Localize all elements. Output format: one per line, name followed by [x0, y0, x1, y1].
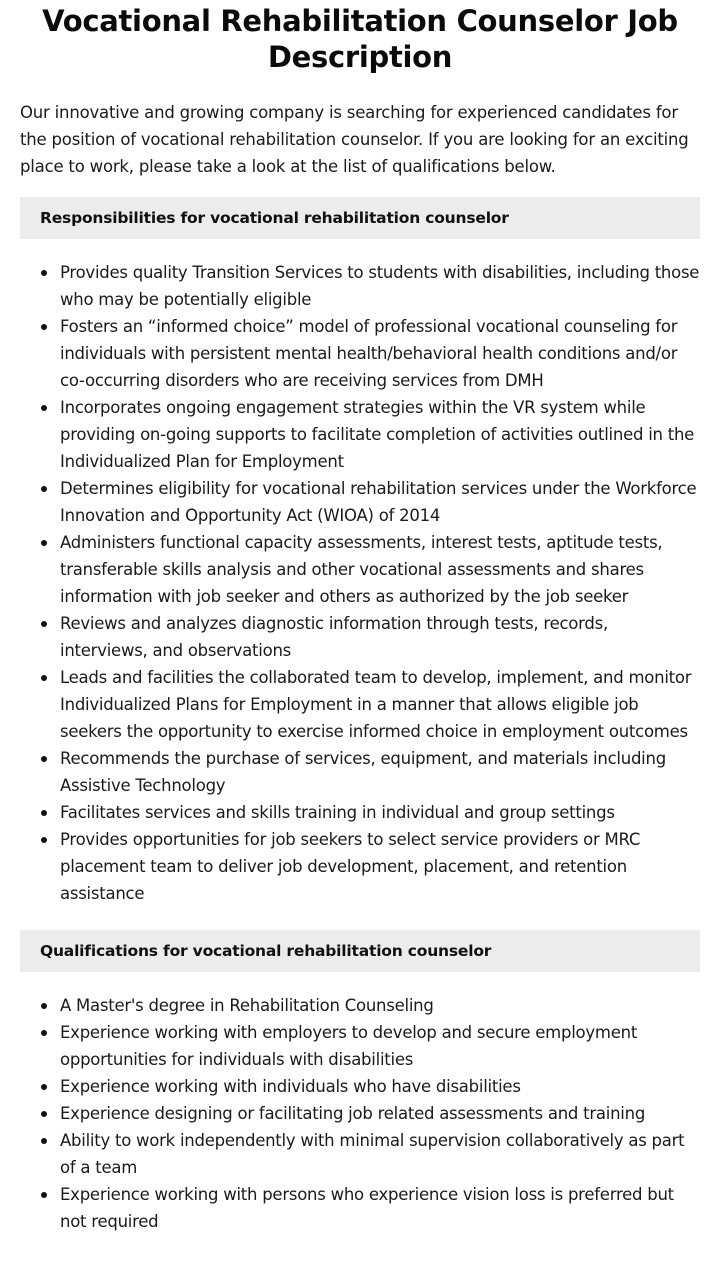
bullet-icon: [41, 837, 47, 843]
list-item: [20, 313, 700, 394]
list-item: [20, 799, 700, 826]
responsibilities-list: [20, 259, 700, 907]
list-item: [20, 1181, 700, 1235]
bullet-icon: [41, 1003, 47, 1009]
list-item: [20, 475, 700, 529]
bullet-icon: [41, 270, 47, 276]
list-item: [20, 1127, 700, 1181]
bullet-icon: [41, 1084, 47, 1090]
bullet-icon: [41, 405, 47, 411]
list-item: [20, 394, 700, 475]
bullet-icon: [41, 1030, 47, 1036]
list-item-text: Provides quality Transition Services to students with disabilities, including those who may be potentially eligible: [60, 263, 700, 309]
list-item: [20, 745, 700, 799]
list-item-text: Experience working with persons who experience vision loss is preferred but not required: [60, 1185, 674, 1231]
bullet-icon: [41, 1138, 47, 1144]
list-item: [20, 992, 700, 1019]
bullet-icon: [41, 675, 47, 681]
list-item-text: Administers functional capacity assessments, interest tests, aptitude tests, transferable skills analysis and other vocational assessments and shares information with job seeker and others as authorized by the job seeker: [60, 533, 663, 606]
qualifications-heading: Qualifications for vocational rehabilitation counselor: [40, 942, 492, 960]
list-item-text: Fosters an “informed choice” model of professional vocational counseling for individuals with persistent mental health/behavioral health conditions and/or co-occurring disorders who are receiving services from DMH: [60, 317, 678, 390]
bullet-icon: [41, 540, 47, 546]
list-item-text: Reviews and analyzes diagnostic information through tests, records, interviews, and observations: [60, 614, 608, 660]
list-item-text: A Master's degree in Rehabilitation Counseling: [60, 996, 434, 1015]
list-item-text: Recommends the purchase of services, equipment, and materials including Assistive Technology: [60, 749, 666, 795]
list-item-text: Experience designing or facilitating job related assessments and training: [60, 1104, 646, 1123]
list-item-text: Determines eligibility for vocational rehabilitation services under the Workforce Innovation and Opportunity Act (WIOA) of 2014: [60, 479, 697, 525]
list-item: [20, 826, 700, 907]
list-item-text: Experience working with employers to develop and secure employment opportunities for individuals with disabilities: [60, 1023, 638, 1069]
bullet-icon: [41, 756, 47, 762]
list-item: [20, 529, 700, 610]
bullet-icon: [41, 1192, 47, 1198]
bullet-icon: [41, 324, 47, 330]
page-title: Vocational Rehabilitation Counselor Job Description: [42, 4, 678, 74]
responsibilities-header: [20, 197, 700, 239]
list-item-text: Ability to work independently with minimal supervision collaboratively as part of a team: [60, 1131, 685, 1177]
list-item-text: Provides opportunities for job seekers to select service providers or MRC placement team to deliver job development, placement, and retention assistance: [60, 830, 641, 903]
list-item-text: Incorporates ongoing engagement strategies within the VR system while providing on-going supports to facilitate completion of activities outlined in the Individualized Plan for Employment: [60, 398, 695, 471]
list-item: [20, 1019, 700, 1073]
list-item: [20, 1073, 700, 1100]
bullet-icon: [41, 1111, 47, 1117]
list-item: [20, 664, 700, 745]
intro-paragraph: Our innovative and growing company is searching for experienced candidates for the position of vocational rehabilitation counselor. If you are looking for an exciting place to work, please take a look at the list of qualifications below.: [20, 103, 689, 176]
list-item: [20, 610, 700, 664]
list-item-text: Facilitates services and skills training in individual and group settings: [60, 803, 615, 822]
bullet-icon: [41, 621, 47, 627]
section-spacer: [20, 907, 700, 913]
qualifications-list: [20, 992, 700, 1235]
bullet-icon: [41, 810, 47, 816]
bullet-icon: [41, 486, 47, 492]
list-item: [20, 259, 700, 313]
list-item-text: Leads and facilities the collaborated team to develop, implement, and monitor Individualized Plans for Employment in a manner that allows eligible job seekers the opportunity to exercise informed choice in employment outcomes: [60, 668, 692, 741]
responsibilities-heading: Responsibilities for vocational rehabilitation counselor: [40, 209, 509, 227]
qualifications-header: [20, 930, 700, 972]
list-item: [20, 1100, 700, 1127]
list-item-text: Experience working with individuals who have disabilities: [60, 1077, 521, 1096]
